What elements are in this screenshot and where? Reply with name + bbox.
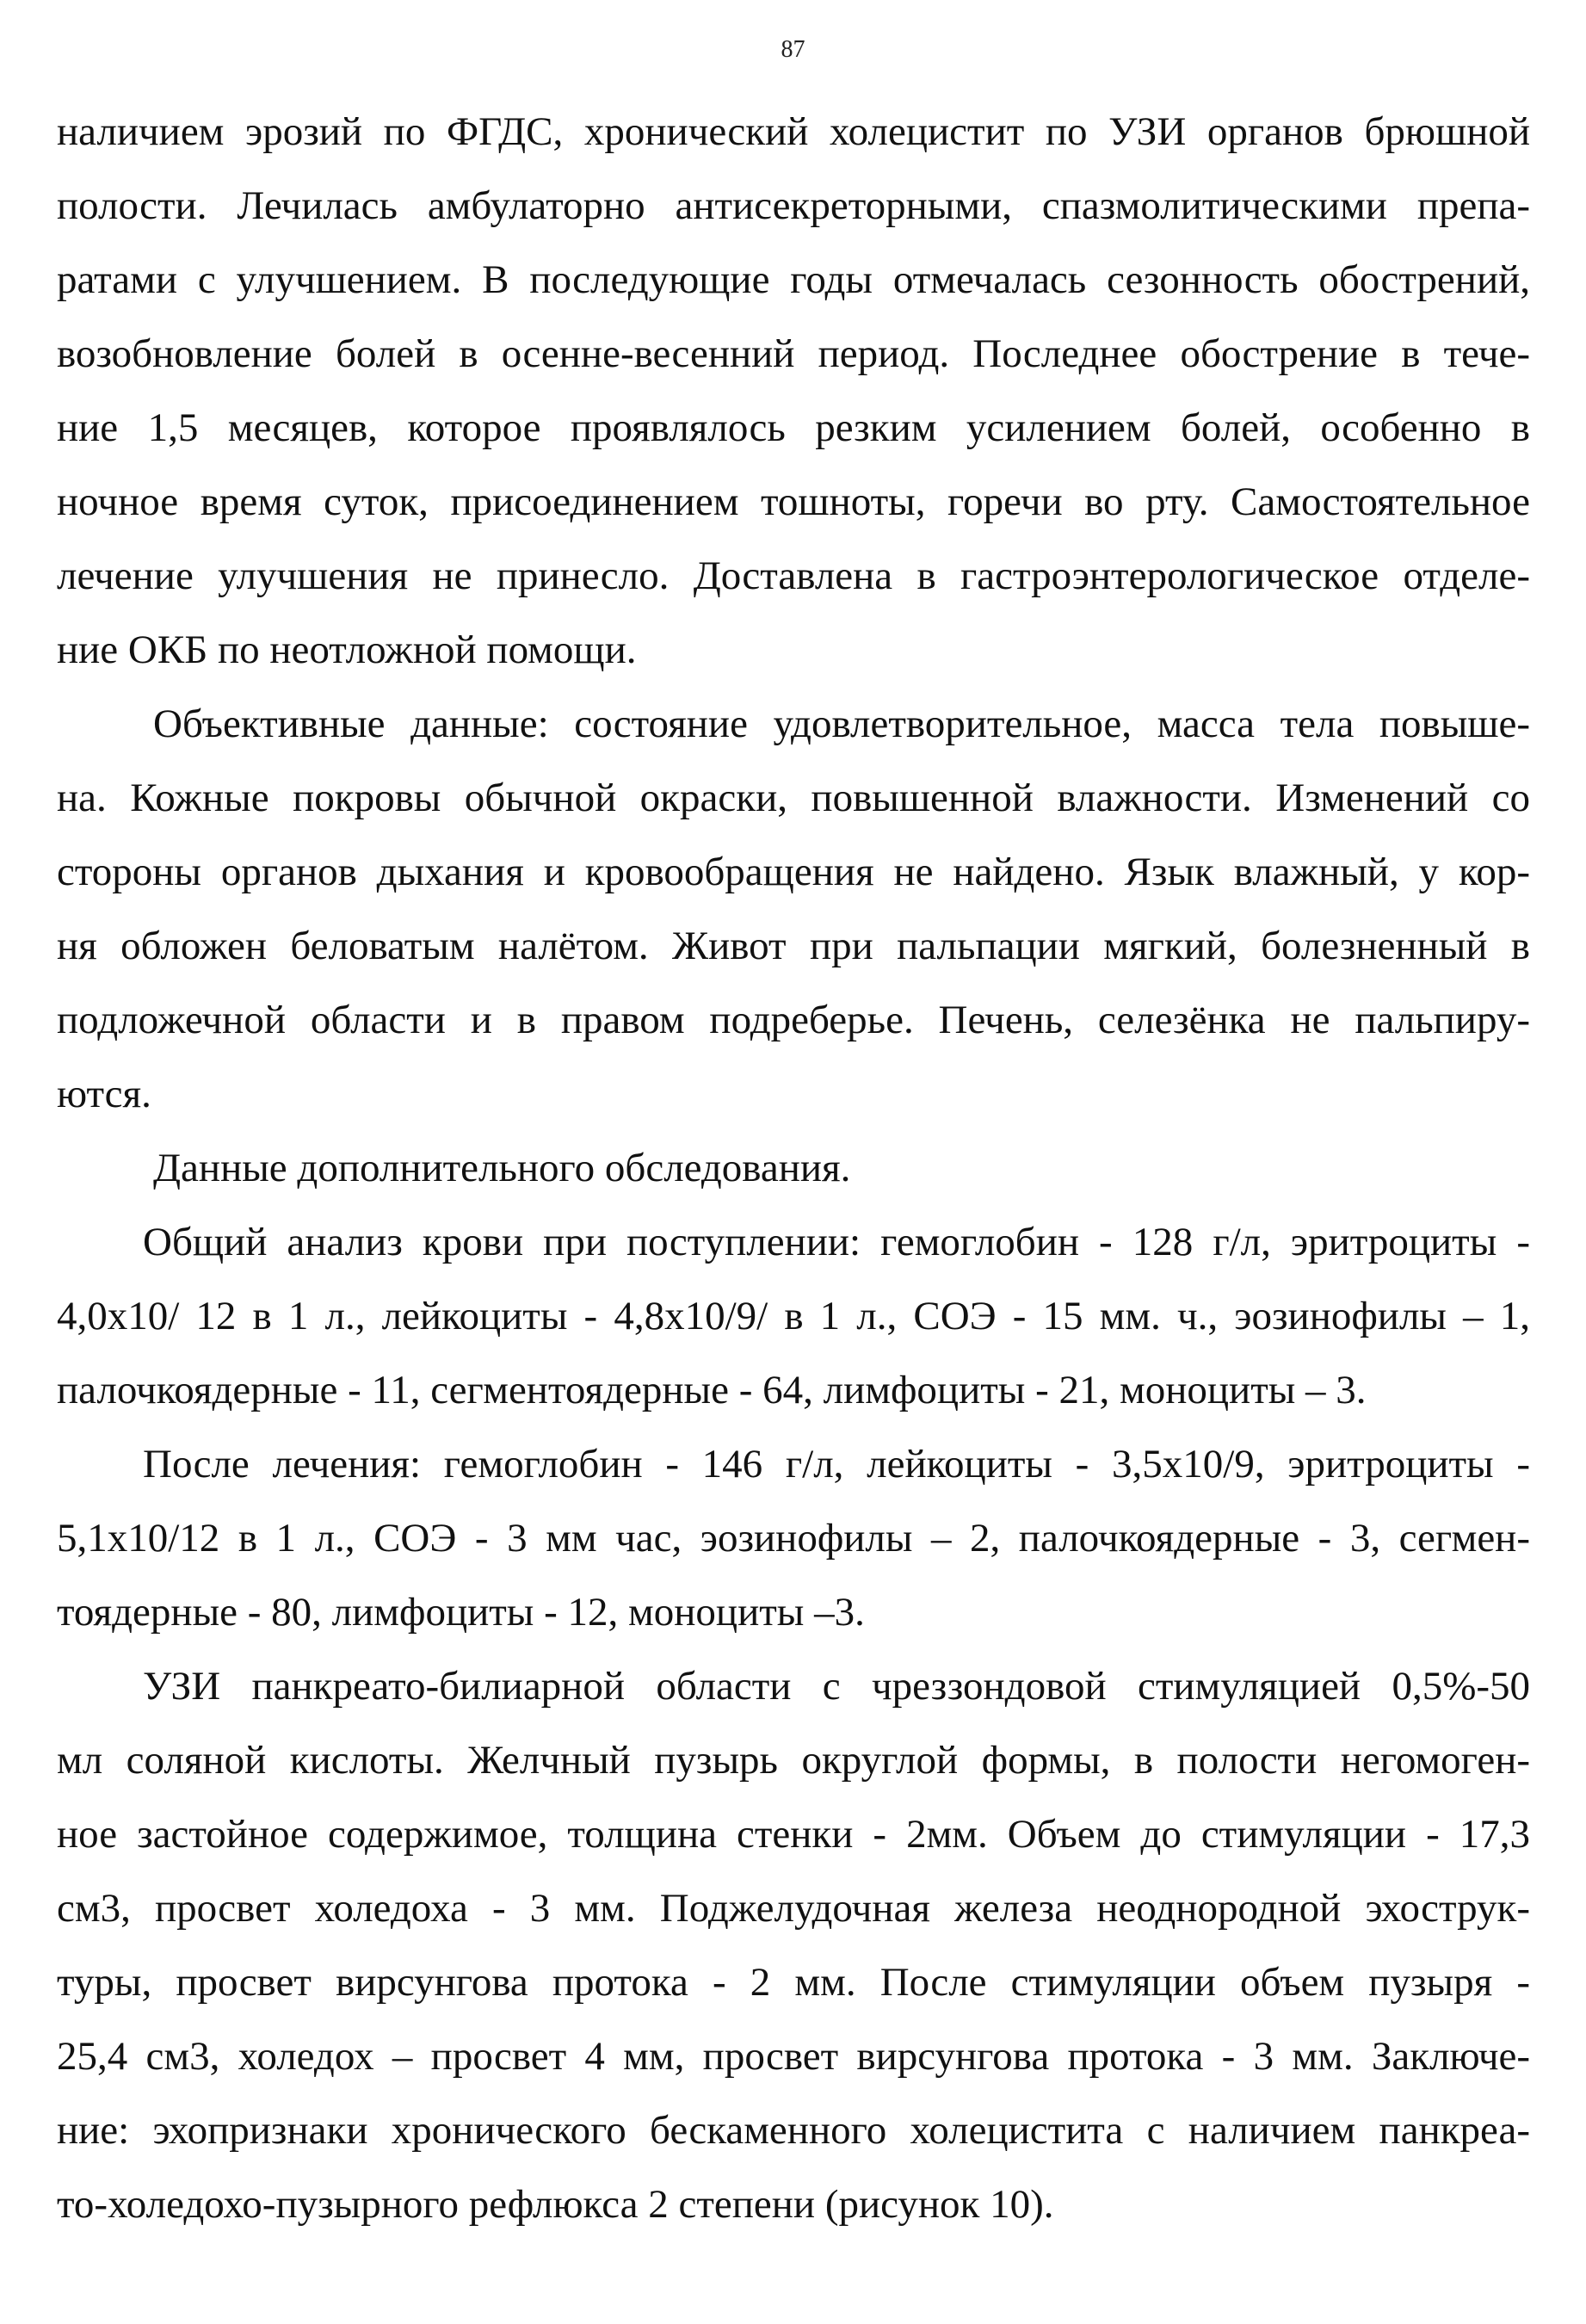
text-line: на. Кожные покровы обычной окраски, повышенной влажности. Изменений со: [57, 776, 1530, 820]
text-line: тоядерные - 80, лимфоциты - 12, моноциты –3.: [57, 1590, 865, 1635]
text-line: ние ОКБ по неотложной помощи.: [57, 627, 637, 672]
text-line: то-холедохо-пузырного рефлюкса 2 степени (рисунок 10).: [57, 2182, 1054, 2227]
text-line: Общий анализ крови при поступлении: гемоглобин - 128 г/л, эритроциты -: [143, 1220, 1530, 1264]
text-line: 5,1x10/12 в 1 л., СОЭ - 3 мм час, эозинофилы – 2, палочкоядерные - 3, сегмен-: [57, 1516, 1530, 1561]
text-line: Объективные данные: состояние удовлетворительное, масса тела повыше-: [153, 702, 1530, 746]
text-line: ются.: [57, 1072, 151, 1116]
text-line: ное застойное содержимое, толщина стенки - 2мм. Объем до стимуляции - 17,3: [57, 1812, 1530, 1857]
text-line: 4,0x10/ 12 в 1 л., лейкоциты - 4,8x10/9/ в 1 л., СОЭ - 15 мм. ч., эозинофилы – 1,: [57, 1294, 1530, 1338]
text-line: ние: эхопризнаки хронического бескаменного холецистита с наличием панкреа-: [57, 2108, 1530, 2153]
text-line: туры, просвет вирсунгова протока - 2 мм. После стимуляции объем пузыря -: [57, 1960, 1530, 2005]
text-line: см3, просвет холедоха - 3 мм. Поджелудочная железа неоднородной эхострук-: [57, 1886, 1530, 1931]
text-line: УЗИ панкреато-билиарной области с чреззондовой стимуляцией 0,5%-50: [143, 1664, 1530, 1709]
text-line: стороны органов дыхания и кровообращения не найдено. Язык влажный, у кор-: [57, 850, 1530, 894]
page-number: 87: [781, 36, 805, 63]
text-line: 25,4 см3, холедох – просвет 4 мм, просвет вирсунгова протока - 3 мм. Заключе-: [57, 2034, 1530, 2079]
text-line: ня обложен беловатым налётом. Живот при пальпации мягкий, болезненный в: [57, 924, 1530, 968]
text-line: палочкоядерные - 11, сегментоядерные - 64, лимфоциты - 21, моноциты – 3.: [57, 1368, 1367, 1412]
text-line: мл соляной кислоты. Желчный пузырь округлой формы, в полости негомоген-: [57, 1738, 1530, 1783]
text-line: наличием эрозий по ФГДС, хронический холецистит по УЗИ органов брюшной: [57, 109, 1530, 154]
text-line: После лечения: гемоглобин - 146 г/л, лейкоциты - 3,5x10/9, эритроциты -: [143, 1442, 1530, 1486]
text-line: ночное время суток, присоединением тошноты, горечи во рту. Самостоятельное: [57, 479, 1530, 524]
text-line: Данные дополнительного обследования.: [153, 1146, 851, 1190]
text-line: ратами с улучшением. В последующие годы отмечалась сезонность обострений,: [57, 257, 1530, 302]
text-line: возобновление болей в осенне-весенний период. Последнее обострение в тече-: [57, 331, 1530, 376]
text-line: полости. Лечилась амбулаторно антисекреторными, спазмолитическими препа-: [57, 183, 1530, 228]
text-line: ние 1,5 месяцев, которое проявлялось резким усилением болей, особенно в: [57, 405, 1530, 450]
text-line: лечение улучшения не принесло. Доставлена в гастроэнтерологическое отделе-: [57, 553, 1530, 598]
body-text: [57, 95, 1530, 2241]
text-line: подложечной области и в правом подреберье. Печень, селезёнка не пальпиру-: [57, 998, 1530, 1042]
